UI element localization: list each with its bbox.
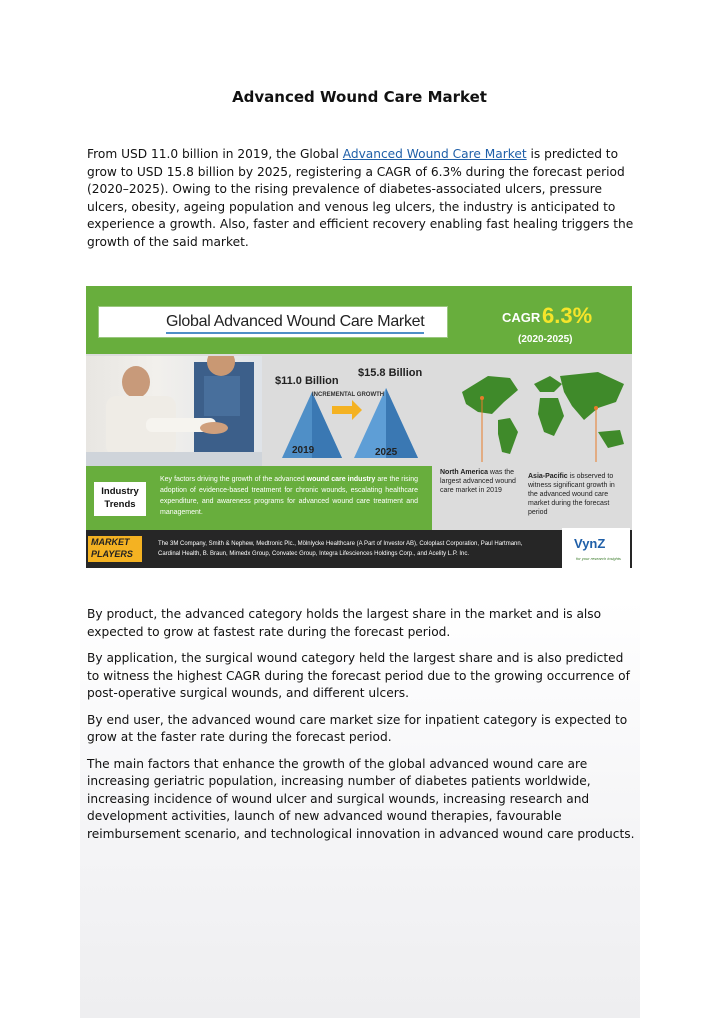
intro-paragraph bbox=[87, 146, 635, 251]
vynz-logo-tagline: for your research insights bbox=[576, 556, 621, 561]
intro-text-start: From USD 11.0 billion in 2019, the Global bbox=[87, 147, 343, 161]
industry-trends-text bbox=[160, 474, 418, 518]
trends-text-end: are the rising adoption of evidence-based treatment for chronic wounds, escalating healthcare expenditure, and awareness programs for advanced wound care treatment and management. bbox=[160, 476, 418, 516]
paragraph-product: By product, the advanced category holds the largest share in the market and is also expected to grow at fastest rate during the forecast period. bbox=[87, 607, 602, 639]
year-2019: 2019 bbox=[292, 445, 315, 456]
cagr-value: 6.3% bbox=[542, 303, 593, 328]
vynz-logo-text: VynZ bbox=[574, 536, 606, 551]
market-players-label: MARKET PLAYERS bbox=[88, 536, 142, 562]
value-2025: $15.8 Billion bbox=[358, 367, 423, 379]
market-link[interactable]: Advanced Wound Care Market bbox=[342, 147, 527, 161]
north-america-note bbox=[440, 468, 520, 495]
asia-pacific-label: Asia-Pacific bbox=[528, 473, 568, 480]
page-title: Advanced Wound Care Market bbox=[232, 88, 487, 106]
market-players-text: The 3M Company, Smith & Nephew, Medtronic Plc., Mölnlycke Healthcare (A Part of Investor AB), Coloplast Corporation, Paul Hartmann, Cardinal Health, B. Braun, Mimedx Group, Convatec Group, Integra Lifesciences Holdings Corp., and Acelity L.P. Inc. bbox=[158, 541, 523, 557]
trends-text-start: Key factors driving the growth of the advanced bbox=[160, 476, 307, 483]
asia-pacific-text: is observed to witness significant growth in the advanced wound care market during the forecast period bbox=[528, 473, 615, 516]
market-infographic bbox=[86, 286, 632, 568]
year-2025: 2025 bbox=[375, 447, 398, 458]
infographic-title bbox=[166, 313, 424, 331]
paragraph-application: By application, the surgical wound category held the largest share and is also predicted to witness the highest CAGR during the forecast period due to the growing occurrence of post-operative surgical wounds, and different ulcers. bbox=[87, 651, 630, 700]
paragraph-end-user: By end user, the advanced wound care market size for inpatient category is expected to grow at the faster rate during the forecast period. bbox=[87, 712, 628, 744]
paragraph-factors: The main factors that enhance the growth of the global advanced wound care are increasing geriatric population, increasing number of diabetes patients worldwide, increasing incidence of wound ulcer and surgical wounds, increasing research and development activities, launch of new advanced wound therapies, favourable reimbursement scenario, and technological innovation in advanced wound care products. bbox=[87, 756, 635, 841]
nurse-bandaging-photo bbox=[86, 356, 262, 466]
infographic-title-text: Global Advanced Wound Care Market bbox=[166, 313, 425, 330]
industry-trends-label: Industry Trends bbox=[94, 482, 146, 516]
north-america-label: North America bbox=[440, 469, 488, 476]
incremental-growth-label: INCREMENTAL GROWTH bbox=[312, 392, 385, 398]
cagr-label: CAGR bbox=[502, 310, 541, 325]
value-2019: $11.0 Billion bbox=[275, 375, 339, 387]
world-map bbox=[448, 362, 632, 462]
body-paragraphs bbox=[87, 606, 635, 852]
cagr-period: (2020-2025) bbox=[518, 334, 573, 345]
north-america-text: was the largest advanced wound care market in 2019 bbox=[440, 469, 516, 494]
asia-pacific-note bbox=[528, 472, 624, 517]
trends-text-bold: wound care industry bbox=[306, 476, 376, 483]
intro-text-end: is predicted to grow to USD 15.8 billion by 2025, registering a CAGR of 6.3% during the forecast period (2020–2025). Owing to the rising prevalence of diabetes-associated ulcers, pressure ulcers, obesity, ageing population and venous leg ulcers, the industry is anticipated to experience a growth. Also, faster and efficient recovery enabling fast healing triggers the growth of the said market. bbox=[87, 147, 634, 249]
